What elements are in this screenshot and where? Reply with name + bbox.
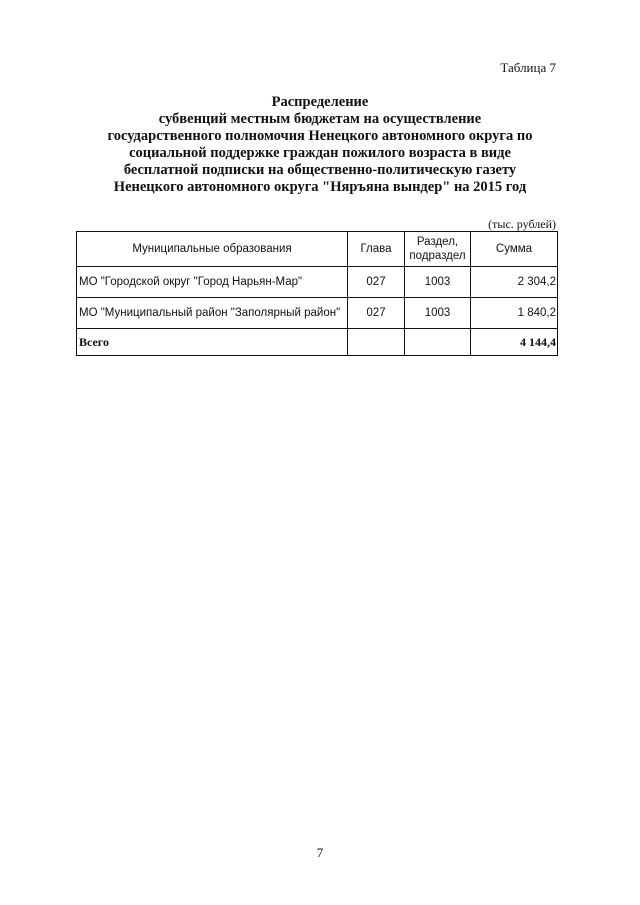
title-line: Распределение — [271, 94, 369, 110]
header-chapter: Глава — [348, 232, 405, 267]
cell-total-label: Всего — [77, 329, 348, 356]
cell-sum: 1 840,2 — [471, 298, 558, 329]
table-row — [77, 298, 558, 329]
header-section — [405, 232, 471, 267]
header-municipality: Муниципальные образования — [77, 232, 348, 267]
cell-chapter: 027 — [348, 298, 405, 329]
header-section-line2: подраздел — [409, 250, 466, 262]
cell-total-sum: 4 144,4 — [471, 329, 558, 356]
cell-municipality: МО "Муниципальный район "Заполярный район" — [77, 298, 348, 329]
title-line: субвенций местным бюджетам на осуществление — [158, 111, 482, 127]
table-row — [77, 267, 558, 298]
title-line: социальной поддержке граждан пожилого возраста в виде — [129, 145, 511, 161]
table-number-label: Таблица 7 — [500, 60, 556, 75]
cell-chapter: 027 — [348, 267, 405, 298]
document-title — [60, 94, 580, 196]
cell-section: 1003 — [405, 298, 471, 329]
header-sum: Сумма — [471, 232, 558, 267]
title-line: бесплатной подписки на общественно-политическую газету — [123, 162, 517, 178]
cell-empty — [348, 329, 405, 356]
cell-sum: 2 304,2 — [471, 267, 558, 298]
units-label: (тыс. рублей) — [488, 217, 556, 231]
subvention-table — [76, 231, 558, 356]
title-line: Ненецкого автономного округа "Няръяна вындер" на 2015 год — [113, 179, 527, 195]
header-section-line1: Раздел, — [416, 236, 459, 248]
table-total-row — [77, 329, 558, 356]
page-number: 7 — [316, 845, 324, 860]
title-line: государственного полномочия Ненецкого автономного округа по — [107, 128, 533, 144]
cell-empty — [405, 329, 471, 356]
table-header-row — [77, 232, 558, 267]
cell-municipality: МО "Городской округ "Город Нарьян-Мар" — [77, 267, 348, 298]
cell-section: 1003 — [405, 267, 471, 298]
